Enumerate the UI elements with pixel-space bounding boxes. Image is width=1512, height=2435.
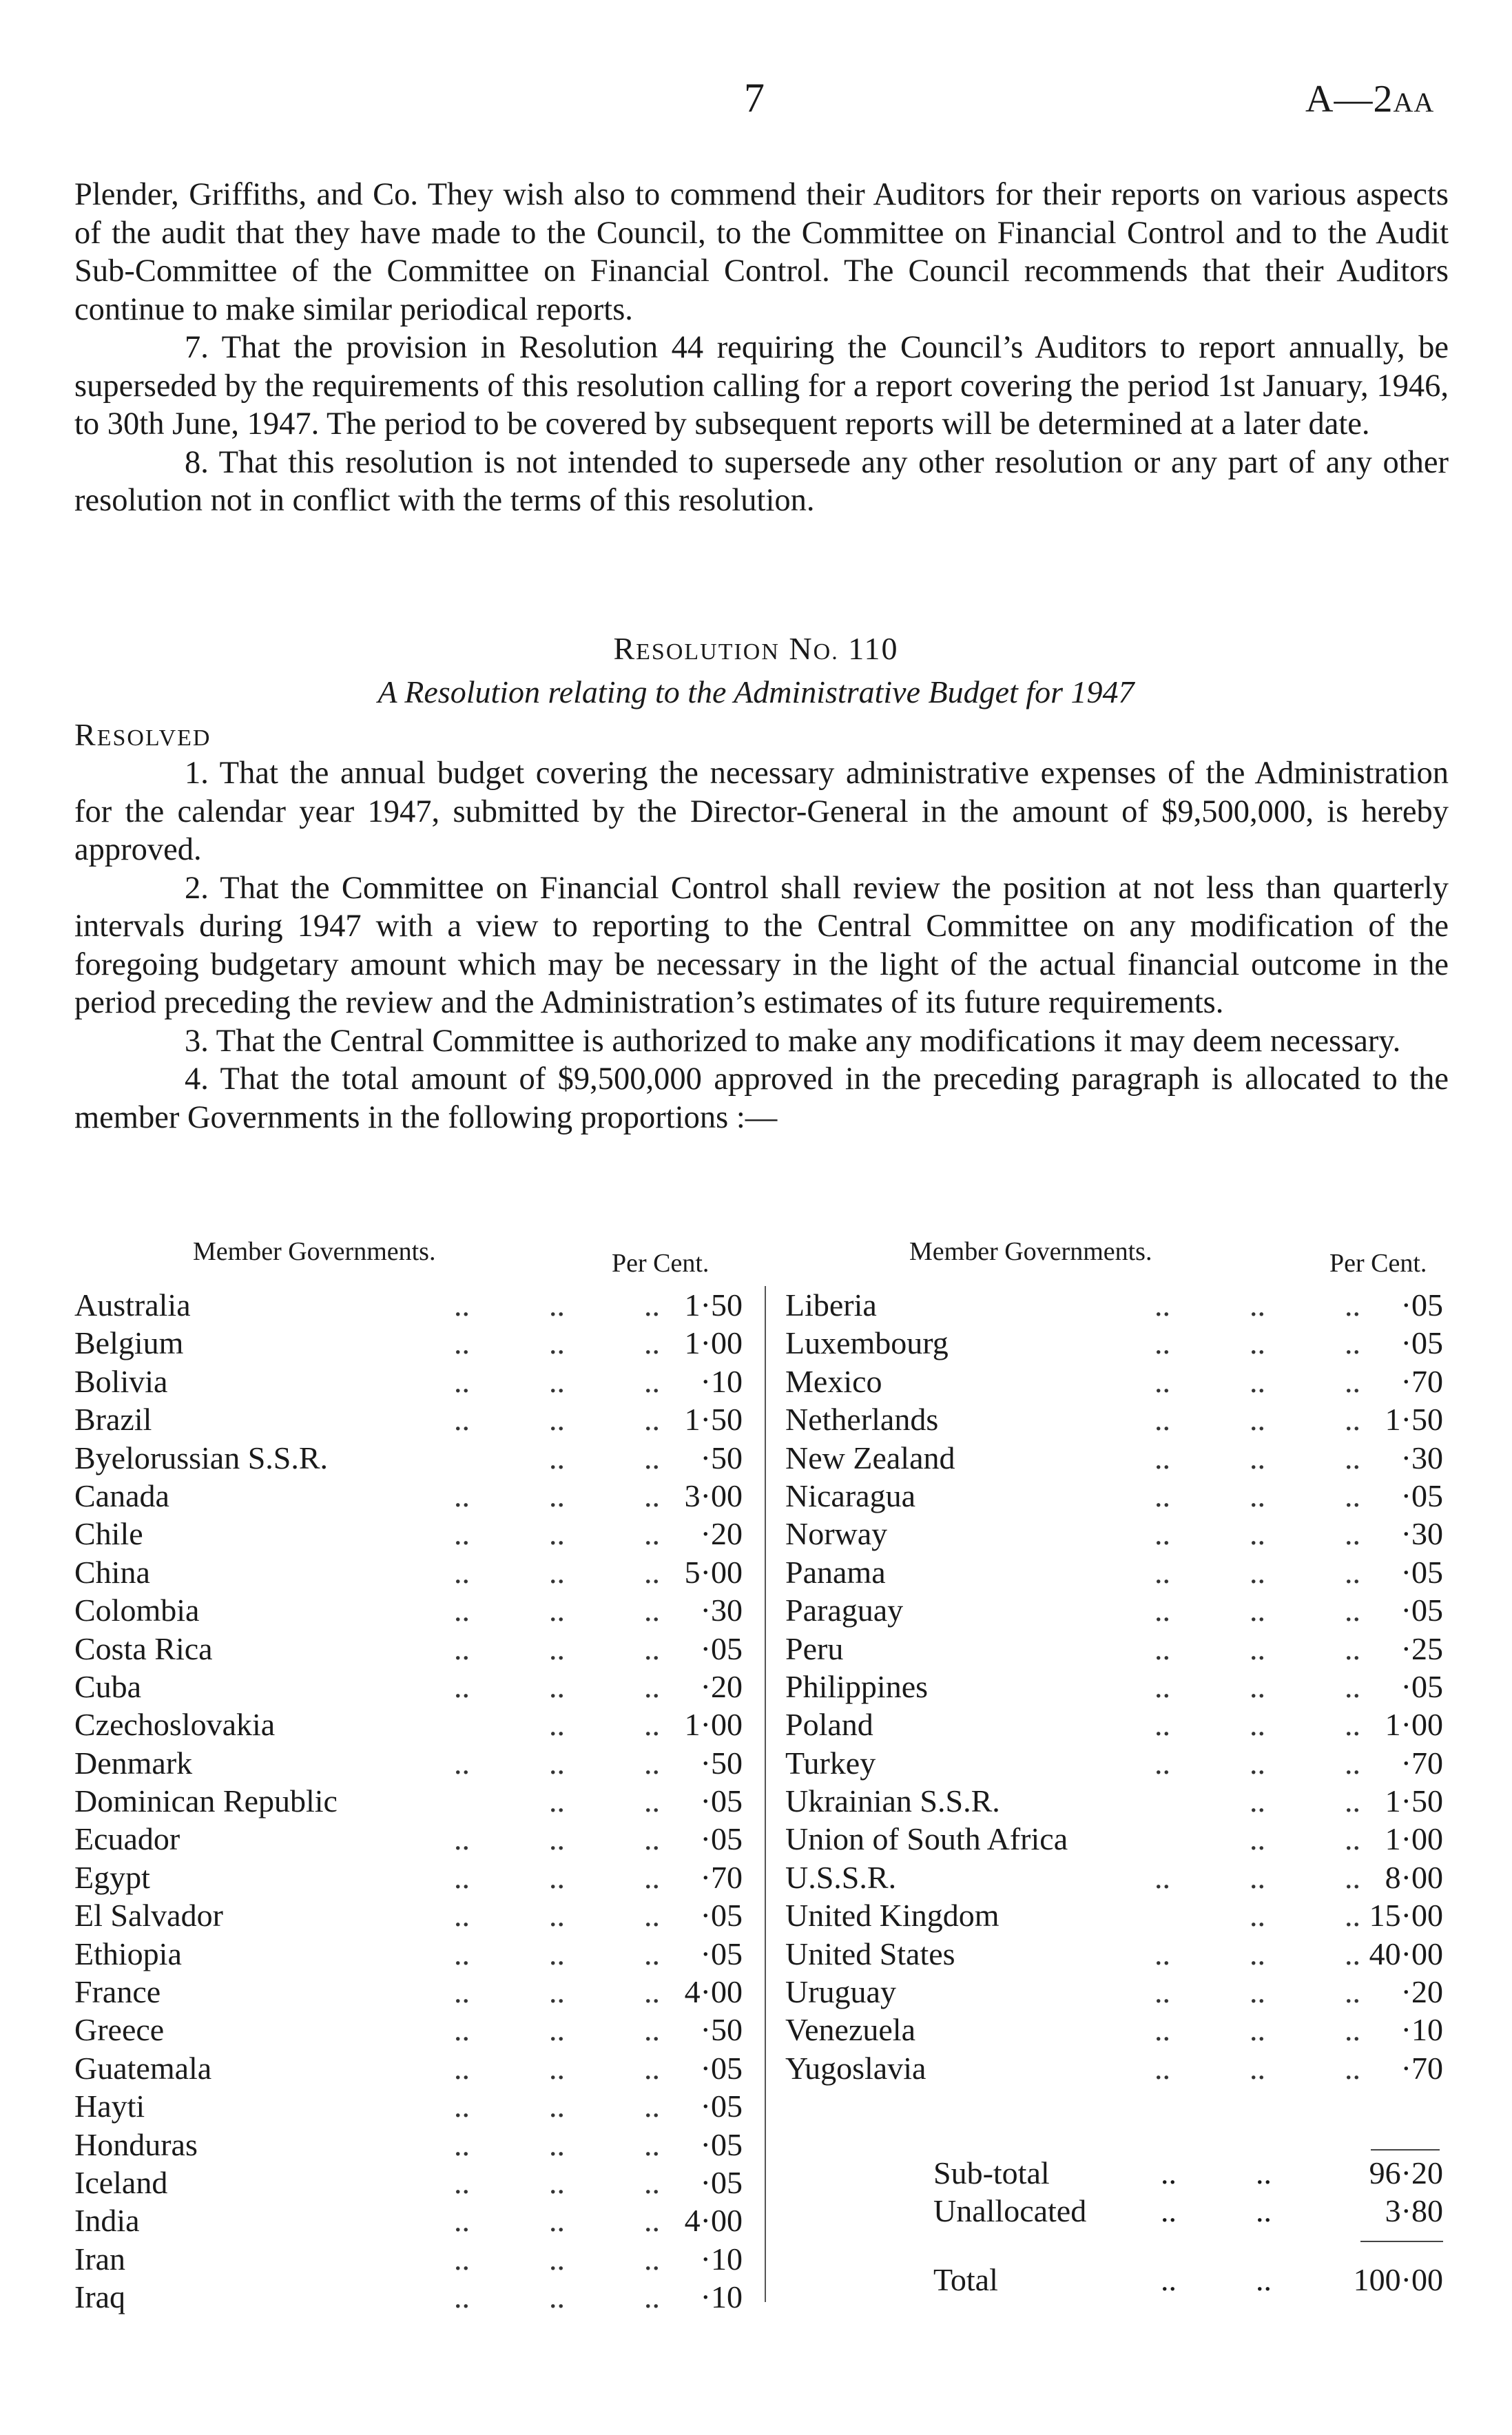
country-name: Netherlands: [785, 1402, 939, 1438]
table-row: [74, 1896, 743, 1934]
table-row: [74, 1706, 743, 1743]
percent-value: ·10: [700, 1363, 743, 1399]
percent-value: ·10: [700, 2241, 743, 2277]
total-value: 100·00: [1353, 2262, 1443, 2297]
leader-dots: .. ..: [1250, 1898, 1360, 1934]
allocation-table-left: [74, 1286, 743, 2317]
percent-value: ·70: [1400, 1363, 1443, 1399]
country-name: United States: [785, 1936, 955, 1971]
unallocated-row: [933, 2192, 1443, 2230]
country-name: Ecuador: [74, 1821, 180, 1857]
table-row: [74, 1286, 743, 1324]
leader-dots: .. .. ..: [454, 1325, 660, 1361]
country-name: Union of South Africa: [785, 1821, 1068, 1857]
country-name: Brazil: [74, 1402, 152, 1438]
country-name: Iceland: [74, 2164, 168, 2200]
percent-value: ·05: [700, 1898, 743, 1934]
heading-rest: ESOLUTION: [636, 639, 780, 665]
percent-value: ·70: [1400, 1745, 1443, 1781]
country-name: Byelorussian S.S.R.: [74, 1440, 329, 1475]
country-name: Greece: [74, 2012, 165, 2048]
leader-dots: .. ..: [549, 1783, 660, 1819]
percent-value: ·05: [700, 1630, 743, 1666]
leader-dots: .. .. ..: [454, 2089, 660, 2124]
country-name: Cuba: [74, 1668, 142, 1704]
percent-value: ·30: [1400, 1440, 1443, 1475]
leader-dots: .. .. ..: [454, 1363, 660, 1399]
percent-value: 1·00: [684, 1325, 743, 1361]
leader-dots: .. .. ..: [454, 2164, 660, 2200]
percent-value: ·05: [700, 1783, 743, 1819]
country-name: Costa Rica: [74, 1630, 213, 1666]
resolution-number: 110: [848, 631, 899, 666]
country-name: Turkey: [785, 1745, 876, 1781]
percent-value: 15·00: [1369, 1898, 1443, 1934]
leader-dots: .. .. ..: [1154, 2012, 1360, 2048]
table-row: [785, 1858, 1443, 1896]
table-row: [785, 1324, 1443, 1362]
leader-dots: .. .. ..: [454, 2279, 660, 2315]
table-row: [785, 1744, 1443, 1782]
percent-value: ·20: [700, 1516, 743, 1552]
country-name: Uruguay: [785, 1974, 896, 2010]
table-row: [785, 1439, 1443, 1477]
country-name: Iraq: [74, 2279, 126, 2315]
table-row: [74, 2201, 743, 2239]
country-name: United Kingdom: [785, 1898, 1000, 1934]
percent-value: ·70: [1400, 2050, 1443, 2086]
table-row: [74, 1324, 743, 1362]
percent-value: ·50: [700, 1745, 743, 1781]
table-row: [74, 2278, 743, 2316]
percent-value: 1·50: [684, 1287, 743, 1323]
percent-value: ·05: [1400, 1478, 1443, 1513]
table-row: [785, 1896, 1443, 1934]
leader-dots: .. .. ..: [1154, 1668, 1360, 1704]
leader-dots: .. .. ..: [1154, 1707, 1360, 1743]
total-row: [933, 2261, 1443, 2299]
table-row: [785, 1820, 1443, 1858]
country-name: Peru: [785, 1630, 844, 1666]
country-name: Canada: [74, 1478, 169, 1513]
leader-dots: .. .. ..: [454, 1936, 660, 1971]
heading-no-rest: O.: [813, 639, 839, 665]
table-row: [74, 2049, 743, 2087]
leader-dots: .. ..: [1250, 1821, 1360, 1857]
percent-value: 40·00: [1369, 1936, 1443, 1971]
column-header-right: Member Governments.: [909, 1237, 1152, 1266]
leader-dots: .. .. ..: [454, 1821, 660, 1857]
country-name: Australia: [74, 1287, 191, 1323]
percent-value: 3·00: [684, 1478, 743, 1513]
table-row: [74, 1820, 743, 1858]
leader-dots: .. .. ..: [1154, 1745, 1360, 1781]
leader-dots: .. .. ..: [454, 1593, 660, 1628]
leader-dots: .. .. ..: [1154, 1974, 1360, 2010]
country-name: India: [74, 2203, 140, 2239]
leader-dots: .. .. ..: [454, 2050, 660, 2086]
resolved-initial: R: [74, 717, 97, 752]
country-name: Ethiopia: [74, 1936, 182, 1971]
subtotal-dots: .. ..: [1161, 2155, 1272, 2190]
country-name: Guatemala: [74, 2050, 212, 2086]
leader-dots: .. .. ..: [454, 1668, 660, 1704]
country-name: U.S.S.R.: [785, 1859, 897, 1895]
leader-dots: .. .. ..: [454, 1287, 660, 1323]
country-name: Mexico: [785, 1363, 882, 1399]
table-row: [785, 2011, 1443, 2049]
heading-initial: R: [613, 631, 636, 666]
heading-no-initial: N: [789, 631, 814, 666]
resolution-paragraph-2: 2. That the Committee on Financial Control shall review the position at not less than quarterly intervals during 1947 with a view to reporting to the Central Committee on any modification of the foregoing budgetary amount which may be necessary in the light of the actual financial outcome in the period preceding the review and the Administration’s estimates of its future requirements.: [74, 870, 1449, 1020]
country-name: China: [74, 1554, 150, 1590]
table-row: [785, 1630, 1443, 1668]
resolution-paragraphs: [74, 754, 1449, 1137]
resolution-paragraph-3: 3. That the Central Committee is authorized to make any modifications it may deem necessary.: [185, 1023, 1401, 1059]
leader-dots: .. .. ..: [454, 1859, 660, 1895]
leader-dots: .. .. ..: [454, 2126, 660, 2162]
country-name: Norway: [785, 1516, 888, 1552]
percent-value: ·05: [1400, 1668, 1443, 1704]
paragraph-8: 8. That this resolution is not intended to supersede any other resolution or any part of any other resolution not in conflict with the terms of this resolution.: [74, 444, 1449, 518]
country-name: Egypt: [74, 1859, 150, 1895]
percent-value: ·05: [1400, 1554, 1443, 1590]
percent-value: ·30: [1400, 1516, 1443, 1552]
table-row: [74, 2164, 743, 2201]
percent-value: 1·00: [1385, 1707, 1443, 1743]
leader-dots: .. .. ..: [1154, 1593, 1360, 1628]
document-reference-main: A—2: [1305, 78, 1394, 121]
percent-value: 1·50: [1385, 1402, 1443, 1438]
table-row: [74, 1782, 743, 1820]
country-name: Bolivia: [74, 1363, 168, 1399]
country-name: New Zealand: [785, 1440, 955, 1475]
percent-value: 4·00: [684, 1974, 743, 2010]
country-name: Dominican Republic: [74, 1783, 338, 1819]
percent-value: 5·00: [684, 1554, 743, 1590]
top-paragraphs: [74, 176, 1449, 520]
allocation-table-right: [785, 1286, 1443, 2087]
table-row: [785, 1286, 1443, 1324]
subtotal-row: [933, 2154, 1443, 2192]
column-header-percent-left: Per Cent.: [612, 1249, 710, 1278]
table-row: [785, 1591, 1443, 1629]
country-name: Honduras: [74, 2126, 198, 2162]
leader-dots: .. .. ..: [454, 1554, 660, 1590]
leader-dots: .. .. ..: [454, 1630, 660, 1666]
resolved-label: [74, 716, 211, 753]
total-label: Total: [933, 2262, 998, 2297]
country-name: Hayti: [74, 2089, 145, 2124]
percent-value: ·70: [700, 1859, 743, 1895]
percent-value: ·05: [700, 2164, 743, 2200]
unallocated-dots: .. ..: [1161, 2193, 1272, 2228]
table-row: [74, 1477, 743, 1515]
leader-dots: .. .. ..: [454, 2203, 660, 2239]
country-name: Poland: [785, 1707, 873, 1743]
column-header-percent-right: Per Cent.: [1329, 1249, 1427, 1278]
resolution-paragraph-1: 1. That the annual budget covering the necessary administrative expenses of the Administration for the calendar year 1947, submitted by the Director-General in the amount of $9,500,000, is hereby approved.: [74, 756, 1449, 867]
table-row: [785, 1477, 1443, 1515]
subtotal-rule: [1371, 2149, 1440, 2151]
paragraph-7: 7. That the provision in Resolution 44 requiring the Council’s Auditors to report annually, be superseded by the requirements of this resolution calling for a report covering the period 1st January, 1946, to 30th June, 1947. The period to be covered by subsequent reports will be determined at a later date.: [74, 330, 1449, 442]
country-name: Belgium: [74, 1325, 184, 1361]
paragraph-continuation: Plender, Griffiths, and Co. They wish also to commend their Auditors for their reports on various aspects of the audit that they have made to the Council, to the Committee on Financial Control and to the Audit Sub-Committee of the Committee on Financial Control. The Council recommends that their Auditors continue to make similar periodical reports.: [74, 177, 1449, 327]
table-row: [74, 2087, 743, 2125]
country-name: Paraguay: [785, 1593, 904, 1628]
resolved-rest: ESOLVED: [96, 725, 211, 751]
leader-dots: .. .. ..: [454, 2012, 660, 2048]
leader-dots: .. .. ..: [454, 1974, 660, 2010]
country-name: Luxembourg: [785, 1325, 949, 1361]
table-row: [785, 1782, 1443, 1820]
resolution-subtitle: A Resolution relating to the Administrative Budget for 1947: [377, 674, 1135, 709]
percent-value: ·05: [700, 2126, 743, 2162]
column-divider: [765, 1286, 766, 2302]
unallocated-label: Unallocated: [933, 2193, 1087, 2228]
percent-value: ·05: [1400, 1287, 1443, 1323]
table-row: [74, 1744, 743, 1782]
resolution-paragraph-4: 4. That the total amount of $9,500,000 approved in the preceding paragraph is allocated to the member Governments in the following proportions :—: [74, 1061, 1449, 1135]
percent-value: ·50: [700, 1440, 743, 1475]
leader-dots: .. .. ..: [1154, 2050, 1360, 2086]
country-name: Venezuela: [785, 2012, 915, 2048]
table-row: [74, 1668, 743, 1706]
page-number: 7: [744, 75, 765, 121]
table-row: [785, 1935, 1443, 1973]
country-name: France: [74, 1974, 161, 2010]
leader-dots: .. .. ..: [1154, 1478, 1360, 1513]
leader-dots: .. .. ..: [1154, 1936, 1360, 1971]
country-name: Liberia: [785, 1287, 877, 1323]
leader-dots: .. .. ..: [1154, 1554, 1360, 1590]
percent-value: ·10: [700, 2279, 743, 2315]
percent-value: ·10: [1400, 2012, 1443, 2048]
country-name: Panama: [785, 1554, 886, 1590]
subtotal-label: Sub-total: [933, 2155, 1050, 2190]
leader-dots: .. .. ..: [1154, 1440, 1360, 1475]
column-header-left: Member Governments.: [193, 1237, 436, 1266]
total-rule: [1360, 2241, 1443, 2242]
country-name: Chile: [74, 1516, 143, 1552]
leader-dots: .. .. ..: [454, 1402, 660, 1438]
percent-value: 8·00: [1385, 1859, 1443, 1895]
percent-value: ·05: [700, 1936, 743, 1971]
leader-dots: .. ..: [549, 1707, 660, 1743]
percent-value: ·30: [700, 1593, 743, 1628]
table-row: [785, 1553, 1443, 1591]
leader-dots: .. .. ..: [1154, 1630, 1360, 1666]
leader-dots: .. ..: [549, 1440, 660, 1475]
percent-value: ·05: [700, 2050, 743, 2086]
percent-value: ·05: [1400, 1325, 1443, 1361]
percent-value: ·05: [700, 2089, 743, 2124]
leader-dots: .. .. ..: [1154, 1363, 1360, 1399]
country-name: Ukrainian S.S.R.: [785, 1783, 1000, 1819]
table-row: [74, 1553, 743, 1591]
country-name: Denmark: [74, 1745, 193, 1781]
table-row: [785, 1400, 1443, 1438]
leader-dots: .. .. ..: [454, 1516, 660, 1552]
country-name: Yugoslavia: [785, 2050, 926, 2086]
table-row: [785, 1706, 1443, 1743]
leader-dots: .. .. ..: [1154, 1287, 1360, 1323]
table-row: [74, 2126, 743, 2164]
table-row: [74, 1973, 743, 2011]
leader-dots: .. .. ..: [1154, 1859, 1360, 1895]
table-row: [74, 1400, 743, 1438]
country-name: Nicaragua: [785, 1478, 915, 1513]
percent-value: ·25: [1400, 1630, 1443, 1666]
table-row: [785, 1362, 1443, 1400]
percent-value: 1·00: [1385, 1821, 1443, 1857]
leader-dots: .. .. ..: [1154, 1516, 1360, 1552]
percent-value: 4·00: [684, 2203, 743, 2239]
country-name: El Salvador: [74, 1898, 223, 1934]
table-row: [74, 2011, 743, 2049]
percent-value: ·05: [1400, 1593, 1443, 1628]
table-row: [785, 1515, 1443, 1553]
percent-value: 1·50: [1385, 1783, 1443, 1819]
table-row: [785, 1973, 1443, 2011]
percent-value: ·50: [700, 2012, 743, 2048]
percent-value: ·20: [700, 1668, 743, 1704]
leader-dots: .. .. ..: [1154, 1402, 1360, 1438]
leader-dots: .. .. ..: [454, 1745, 660, 1781]
table-row: [74, 1439, 743, 1477]
percent-value: 1·00: [684, 1707, 743, 1743]
table-row: [785, 1668, 1443, 1706]
percent-value: ·20: [1400, 1974, 1443, 2010]
subtotal-value: 96·20: [1369, 2155, 1443, 2190]
document-reference: [1305, 77, 1434, 121]
table-row: [74, 1630, 743, 1668]
country-name: Iran: [74, 2241, 126, 2277]
table-row: [74, 2240, 743, 2278]
total-dots: .. ..: [1161, 2262, 1272, 2297]
leader-dots: .. .. ..: [454, 2241, 660, 2277]
country-name: Czechoslovakia: [74, 1707, 276, 1743]
document-reference-suffix: AA: [1393, 87, 1435, 118]
country-name: Philippines: [785, 1668, 929, 1704]
unallocated-value: 3·80: [1385, 2193, 1443, 2228]
table-row: [74, 1515, 743, 1553]
country-name: Colombia: [74, 1593, 200, 1628]
table-row: [74, 1858, 743, 1896]
table-row: [785, 2049, 1443, 2087]
leader-dots: .. ..: [1250, 1783, 1360, 1819]
table-row: [74, 1362, 743, 1400]
table-row: [74, 1935, 743, 1973]
leader-dots: .. .. ..: [454, 1478, 660, 1513]
leader-dots: .. .. ..: [454, 1898, 660, 1934]
percent-value: ·05: [700, 1821, 743, 1857]
resolution-heading: [0, 630, 1512, 667]
table-row: [74, 1591, 743, 1629]
percent-value: 1·50: [684, 1402, 743, 1438]
leader-dots: .. .. ..: [1154, 1325, 1360, 1361]
